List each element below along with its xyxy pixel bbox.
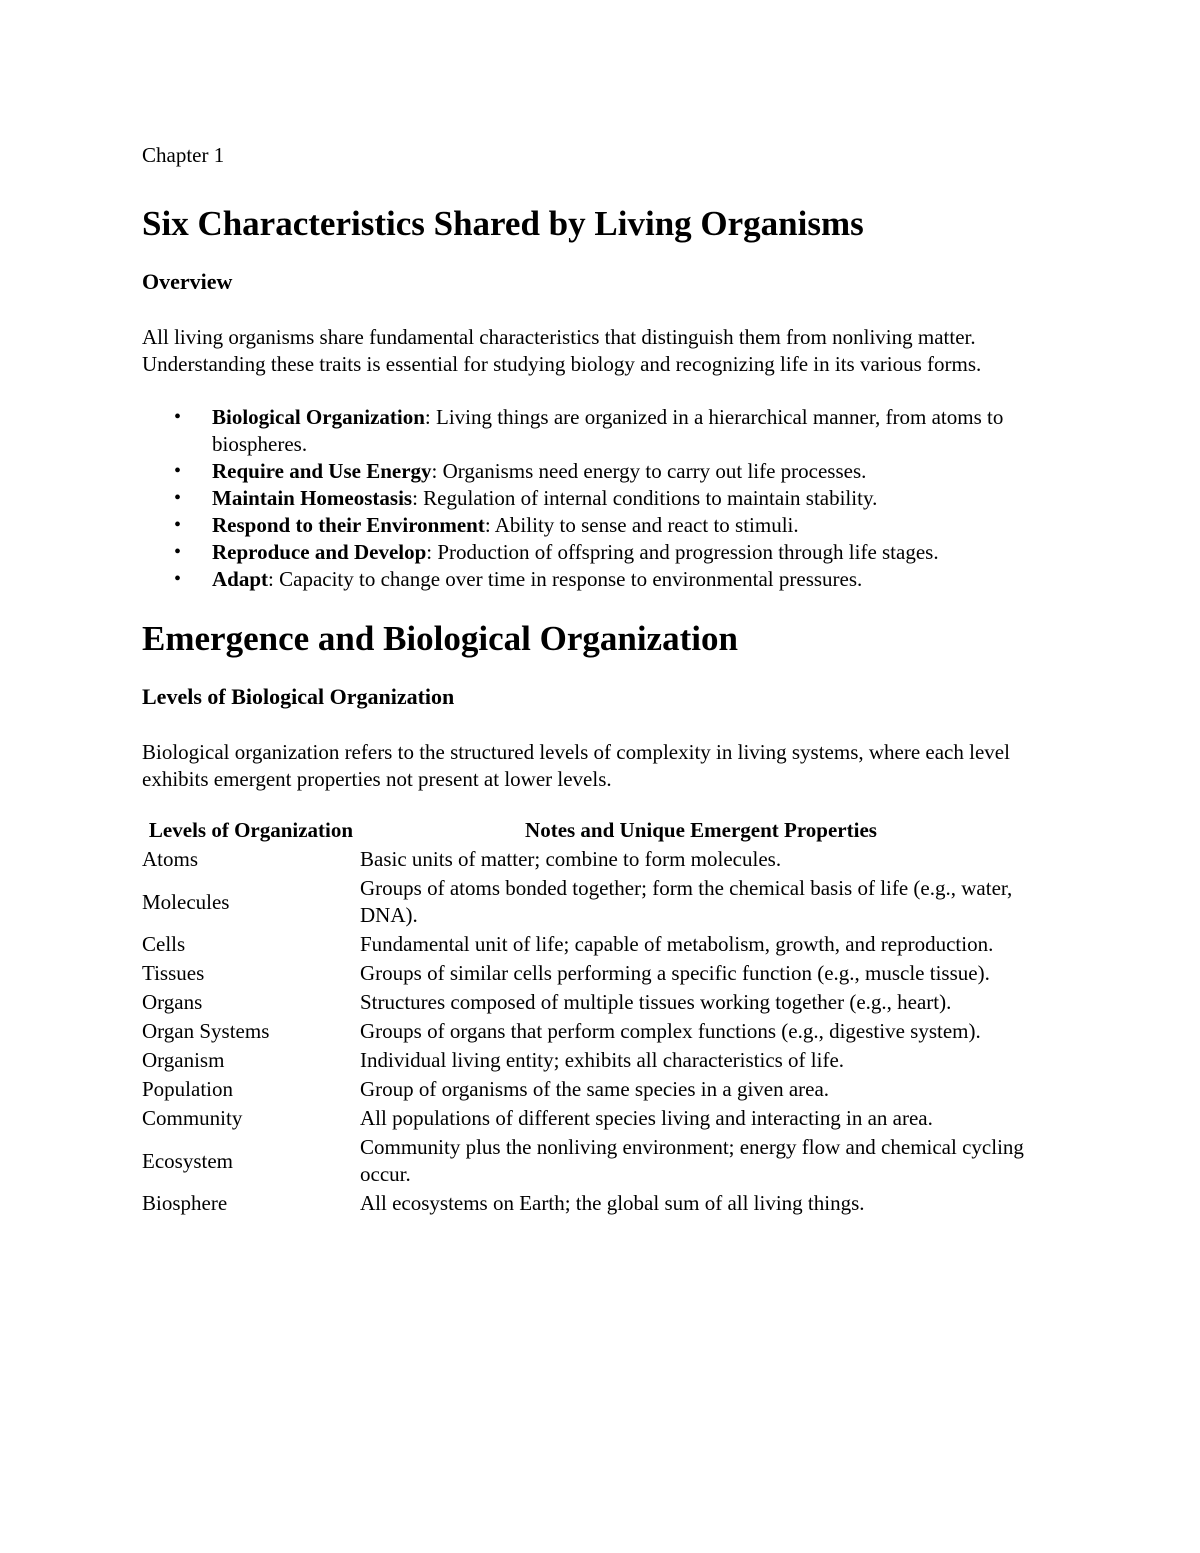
notes-cell: Basic units of matter; combine to form molecules. <box>360 847 782 871</box>
notes-cell: All populations of different species living and interacting in an area. <box>360 1106 933 1130</box>
bullet-icon: • <box>174 406 182 428</box>
table-header-row <box>142 817 1042 846</box>
bullet-icon: • <box>174 514 182 536</box>
trait-description: : Organisms need energy to carry out life processes. <box>431 459 867 483</box>
list-item <box>142 512 1042 539</box>
table-row <box>142 846 1042 875</box>
trait-term: Respond to their Environment <box>212 513 485 537</box>
level-cell: Tissues <box>142 961 205 985</box>
level-cell: Community <box>142 1106 243 1130</box>
level-cell: Organism <box>142 1048 225 1072</box>
overview-paragraph: All living organisms share fundamental characteristics that distinguish them from nonliving matter. Understanding these traits is essential for studying biology and recognizing life in its various forms. <box>142 325 982 376</box>
notes-cell: Individual living entity; exhibits all characteristics of life. <box>360 1048 845 1072</box>
list-item <box>142 566 1042 593</box>
level-cell: Ecosystem <box>142 1148 233 1173</box>
notes-cell: Groups of atoms bonded together; form the chemical basis of life (e.g., water, DNA). <box>360 876 1013 927</box>
list-item <box>142 404 1042 458</box>
section-title: Emergence and Biological Organization <box>142 619 738 658</box>
document-page <box>142 140 1042 1219</box>
table-row <box>142 931 1042 960</box>
trait-description: : Capacity to change over time in response to environmental pressures. <box>268 567 863 591</box>
notes-cell: All ecosystems on Earth; the global sum of all living things. <box>360 1191 865 1215</box>
notes-cell: Fundamental unit of life; capable of metabolism, growth, and reproduction. <box>360 932 994 956</box>
trait-term: Adapt <box>212 567 269 591</box>
level-cell: Biosphere <box>142 1191 228 1215</box>
notes-cell: Community plus the nonliving environment; energy flow and chemical cycling occur. <box>360 1135 1024 1186</box>
table-row <box>142 989 1042 1018</box>
table-row <box>142 1134 1042 1190</box>
bullet-icon: • <box>174 568 182 590</box>
levels-heading: Levels of Biological Organization <box>142 684 455 709</box>
table-row <box>142 1190 1042 1219</box>
characteristics-list <box>142 404 1042 593</box>
bullet-icon: • <box>174 487 182 509</box>
chapter-label: Chapter 1 <box>142 143 225 167</box>
trait-description: : Ability to sense and react to stimuli. <box>484 513 799 537</box>
table-row <box>142 960 1042 989</box>
overview-heading: Overview <box>142 269 233 294</box>
table-row <box>142 1018 1042 1047</box>
levels-table-body <box>142 846 1042 1219</box>
list-item <box>142 485 1042 512</box>
list-item <box>142 458 1042 485</box>
level-cell: Organ Systems <box>142 1019 270 1043</box>
table-row <box>142 875 1042 931</box>
trait-term: Reproduce and Develop <box>212 540 427 564</box>
level-cell: Organs <box>142 990 203 1014</box>
column-header-levels: Levels of Organization <box>148 818 354 842</box>
levels-table <box>142 817 1042 1219</box>
trait-term: Maintain Homeostasis <box>212 486 413 510</box>
trait-description: : Regulation of internal conditions to maintain stability. <box>412 486 878 510</box>
trait-description: : Production of offspring and progression through life stages. <box>426 540 939 564</box>
page-title: Six Characteristics Shared by Living Organisms <box>142 204 864 243</box>
table-row <box>142 1076 1042 1105</box>
table-row <box>142 1047 1042 1076</box>
notes-cell: Group of organisms of the same species in a given area. <box>360 1077 830 1101</box>
column-header-notes: Notes and Unique Emergent Properties <box>525 818 877 842</box>
trait-term: Require and Use Energy <box>212 459 432 483</box>
level-cell: Population <box>142 1077 234 1101</box>
bullet-icon: • <box>174 541 182 563</box>
level-cell: Molecules <box>142 889 230 914</box>
list-item <box>142 539 1042 566</box>
levels-paragraph: Biological organization refers to the structured levels of complexity in living systems, where each level exhibits emergent properties not present at lower levels. <box>142 740 1010 791</box>
level-cell: Cells <box>142 932 186 956</box>
table-row <box>142 1105 1042 1134</box>
bullet-icon: • <box>174 460 182 482</box>
trait-description: : Living things are organized in a hierarchical manner, from atoms to biospheres. <box>212 405 1004 456</box>
notes-cell: Groups of similar cells performing a specific function (e.g., muscle tissue). <box>360 961 990 985</box>
notes-cell: Structures composed of multiple tissues working together (e.g., heart). <box>360 990 952 1014</box>
trait-term: Biological Organization <box>212 405 425 429</box>
level-cell: Atoms <box>142 847 199 871</box>
notes-cell: Groups of organs that perform complex functions (e.g., digestive system). <box>360 1019 981 1043</box>
